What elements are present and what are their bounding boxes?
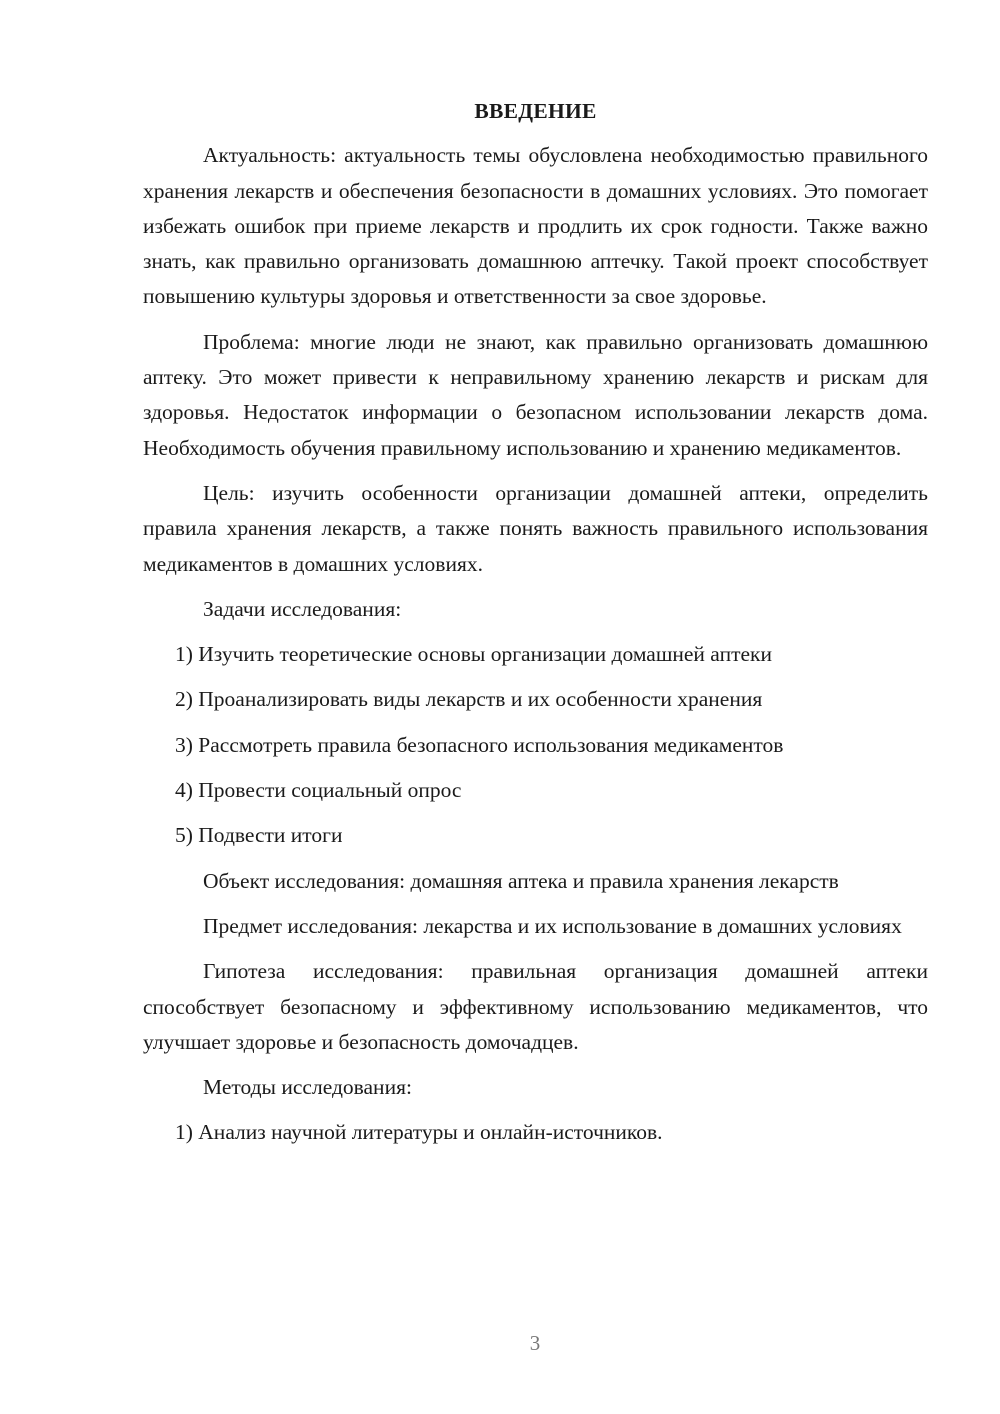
methods-heading: Методы исследования: xyxy=(203,1075,412,1100)
paragraph-relevance: Актуальность: актуальность темы обусловлена необходимостью правильного хранения лекарств и обеспечения безопасности в домашних условиях. Это помогает избежать ошибок при приеме лекарств и продлить их срок годности. Также важно знать, как правильно организовать домашнюю аптечку. Такой проект способствует повышению культуры здоровья и ответственности за свое здоровье. xyxy=(143,143,928,309)
paragraph-hypothesis: Гипотеза исследования: правильная организация домашней аптеки способствует безопасному и эффективному использованию медикаментов, что улучшает здоровье и безопасность домочадцев. xyxy=(143,959,928,1054)
paragraph-object: Объект исследования: домашняя аптека и правила хранения лекарств xyxy=(203,868,839,893)
paragraph-goal: Цель: изучить особенности организации домашней аптеки, определить правила хранения лекарств, а также понять важность правильного использования медикаментов в домашних условиях. xyxy=(143,480,928,576)
tasks-heading: Задачи исследования: xyxy=(203,596,402,621)
method-item-1: 1) Анализ научной литературы и онлайн-источников. xyxy=(175,1120,663,1145)
page-number: 3 xyxy=(529,1331,541,1355)
page-body xyxy=(143,94,928,1161)
task-item-3: 3) Рассмотреть правила безопасного использования медикаментов xyxy=(175,732,784,757)
task-item-2: 2) Проанализировать виды лекарств и их особенности хранения xyxy=(175,687,763,712)
task-item-4: 4) Провести социальный опрос xyxy=(175,778,462,803)
task-item-1: 1) Изучить теоретические основы организации домашней аптеки xyxy=(175,642,772,667)
paragraph-problem: Проблема: многие люди не знают, как правильно организовать домашнюю аптеку. Это может привести к неправильному хранению лекарств и рискам для здоровья. Недостаток информации о безопасном использовании лекарств дома. Необходимость обучения правильному использованию и хранению медикаментов. xyxy=(143,329,928,460)
task-item-5: 5) Подвести итоги xyxy=(175,823,343,848)
paragraph-subject: Предмет исследования: лекарства и их использование в домашних условиях xyxy=(203,913,902,938)
section-title: ВВЕДЕНИЕ xyxy=(474,99,597,123)
